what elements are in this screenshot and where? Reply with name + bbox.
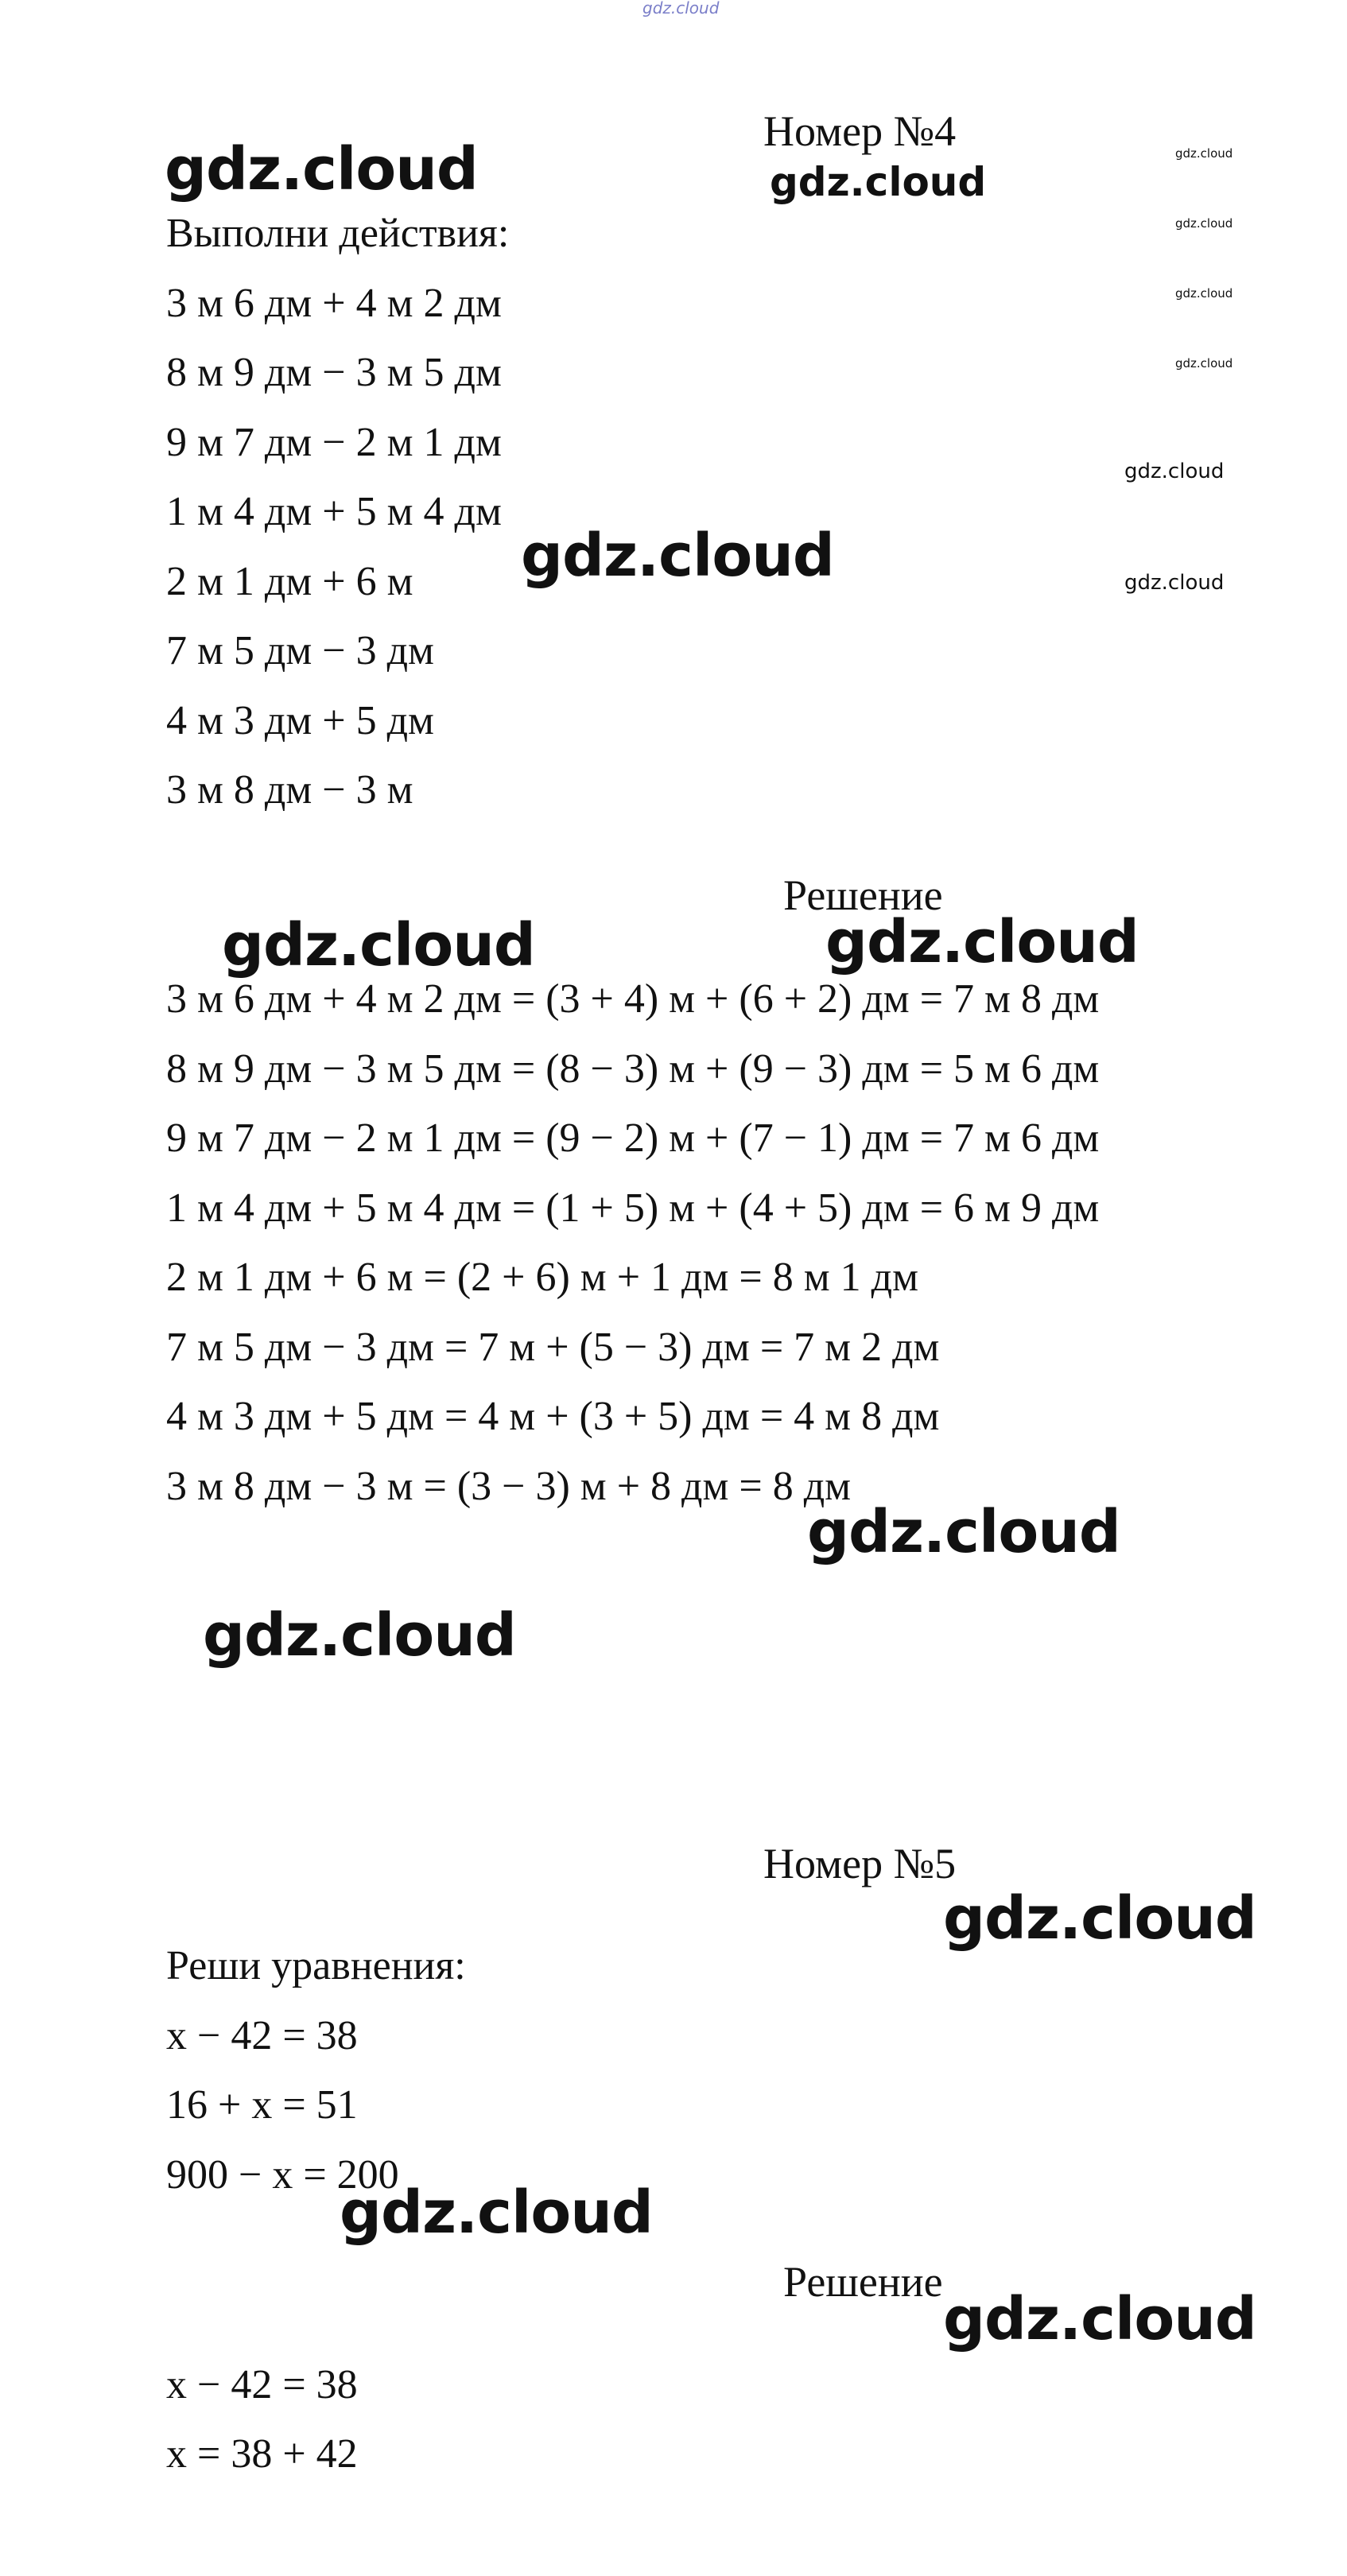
task4-item: 4 м 3 дм + 5 дм bbox=[166, 698, 434, 743]
watermark: gdz.cloud bbox=[165, 135, 478, 204]
task4-solution-line: 3 м 8 дм − 3 м = (3 − 3) м + 8 дм = 8 дм bbox=[166, 1464, 852, 1509]
task4-solution-line: 9 м 7 дм − 2 м 1 дм = (9 − 2) м + (7 − 1) дм = 7 м 6 дм bbox=[166, 1115, 1100, 1161]
watermark: gdz.cloud bbox=[807, 1498, 1120, 1566]
watermark: gdz.cloud bbox=[1175, 146, 1233, 161]
watermark: gdz.cloud bbox=[340, 2178, 653, 2247]
task4-solution-line: 2 м 1 дм + 6 м = (2 + 6) м + 1 дм = 8 м 1 дм bbox=[166, 1255, 918, 1300]
task5-instruction: Реши уравнения: bbox=[166, 1943, 466, 1988]
task4-solution-line: 4 м 3 дм + 5 дм = 4 м + (3 + 5) дм = 4 м 8 дм bbox=[166, 1394, 940, 1439]
task4-title: Номер №4 bbox=[763, 107, 957, 155]
task4-item: 7 м 5 дм − 3 дм bbox=[166, 628, 434, 673]
task4-solution-line: 8 м 9 дм − 3 м 5 дм = (8 − 3) м + (9 − 3) дм = 5 м 6 дм bbox=[166, 1046, 1100, 1092]
task5-item: 900 − x = 200 bbox=[166, 2152, 399, 2198]
watermark: gdz.cloud bbox=[521, 522, 834, 590]
watermark: gdz.cloud bbox=[1175, 216, 1233, 231]
task4-solution-line: 7 м 5 дм − 3 дм = 7 м + (5 − 3) дм = 7 м 2 дм bbox=[166, 1325, 940, 1370]
watermark: gdz.cloud bbox=[1124, 571, 1225, 595]
watermark: gdz.cloud bbox=[943, 2285, 1256, 2353]
task5-solution-line: x = 38 + 42 bbox=[166, 2431, 358, 2477]
task4-item: 8 м 9 дм − 3 м 5 дм bbox=[166, 350, 502, 395]
task4-solution-title: Решение bbox=[783, 871, 943, 919]
task5-solution-title: Решение bbox=[783, 2258, 943, 2306]
task4-solution-line: 1 м 4 дм + 5 м 4 дм = (1 + 5) м + (4 + 5) дм = 6 м 9 дм bbox=[166, 1185, 1100, 1231]
task4-item: 3 м 8 дм − 3 м bbox=[166, 767, 413, 813]
watermark: gdz.cloud bbox=[770, 159, 987, 205]
task4-item: 2 м 1 дм + 6 м bbox=[166, 559, 413, 604]
watermark: gdz.cloud bbox=[1175, 356, 1233, 370]
task4-item: 3 м 6 дм + 4 м 2 дм bbox=[166, 281, 502, 326]
task4-item: 9 м 7 дм − 2 м 1 дм bbox=[166, 420, 502, 465]
task5-item: x − 42 = 38 bbox=[166, 2013, 358, 2058]
task4-item: 1 м 4 дм + 5 м 4 дм bbox=[166, 489, 502, 534]
watermark: gdz.cloud bbox=[825, 908, 1139, 976]
watermark: gdz.cloud bbox=[943, 1884, 1256, 1953]
task4-solution-line: 3 м 6 дм + 4 м 2 дм = (3 + 4) м + (6 + 2) дм = 7 м 8 дм bbox=[166, 976, 1100, 1022]
task5-item: 16 + x = 51 bbox=[166, 2082, 358, 2128]
watermark: gdz.cloud bbox=[1175, 286, 1233, 301]
task4-instruction: Выполни действия: bbox=[166, 211, 510, 256]
task5-title: Номер №5 bbox=[763, 1840, 957, 1887]
watermark: gdz.cloud bbox=[1124, 460, 1225, 483]
watermark: gdz.cloud bbox=[222, 911, 535, 980]
watermark-top: gdz.cloud bbox=[642, 0, 720, 17]
watermark: gdz.cloud bbox=[203, 1601, 516, 1670]
task5-solution-line: x − 42 = 38 bbox=[166, 2362, 358, 2407]
